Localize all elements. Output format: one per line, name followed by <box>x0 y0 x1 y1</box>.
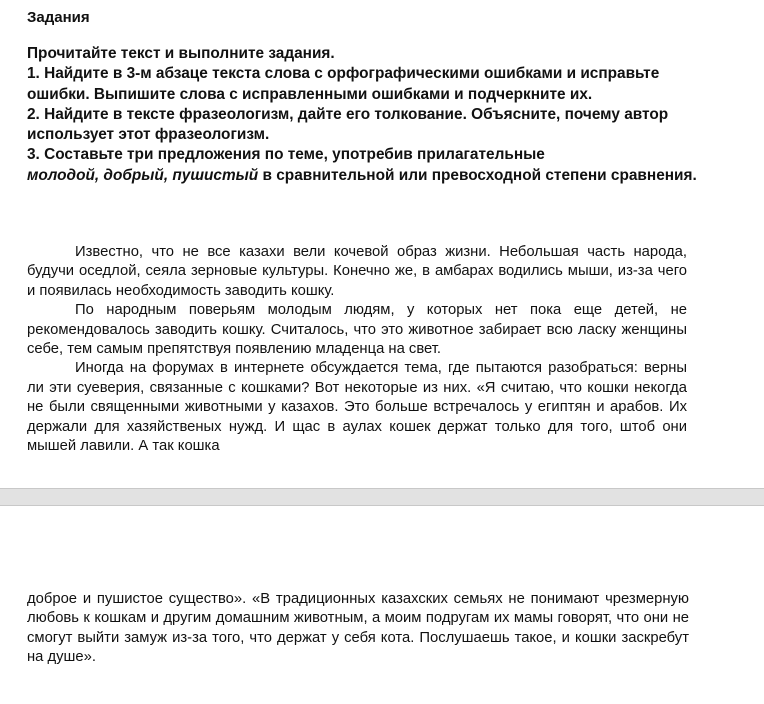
page-heading: Задания <box>27 9 90 26</box>
task-intro: Прочитайте текст и выполните задания. <box>27 45 335 62</box>
task-item-1: 1. Найдите в 3-м абзаце текста слова с орфографическими ошибками и исправьте ошибки. Выпишите слова с исправленными ошибками и подчеркните их. <box>27 65 660 103</box>
reading-text <box>27 243 687 456</box>
task-list <box>27 44 699 186</box>
task-item-3-text: 3. Составьте три предложения по теме, употребив прилагательные <box>27 146 545 164</box>
reading-text-continued <box>27 590 689 668</box>
paragraph-1: Известно, что не все казахи вели кочевой образ жизни. Небольшая часть народа, будучи оседлой, сеяла зерновые культуры. Конечно же, в амбарах водились мыши, из-за чего и появилась необходимость заводить кошку. <box>27 244 687 299</box>
document-page-2 <box>0 506 764 704</box>
task-item-3-ending: в сравнительной или превосходной степени сравнения. <box>262 166 697 184</box>
task-item-3 <box>27 145 699 186</box>
task-item-2: 2. Найдите в тексте фразеологизм, дайте его толкование. Объясните, почему автор использует этот фразеологизм. <box>27 105 669 144</box>
paragraph-3-continued: доброе и пушистое существо». «В традиционных казахских семьях не понимают чрезмерную любовь к кошкам и другим домашним животным, а моим подругам их мамы говорят, что они не смогут выйти замуж из-за того, что держат у себя кота. Послушаешь такое, и кошки заскребут на душе». <box>27 591 689 666</box>
paragraph-3: Иногда на форумах в интернете обсуждается тема, где пытаются разобраться: верны ли эти суеверия, связанные с кошками? Вот некоторые из них. «Я считаю, что кошки некогда не были священными животными у казахов. Это больше встречалось у египтян и арабов. Их держали для хазяйственых нужд. И щас в аулах кошек держат только для того, штоб они мышей лавили. А так кошка <box>27 360 687 455</box>
task-item-3-adjectives: молодой, добрый, пушистый <box>27 166 259 184</box>
page-separator <box>0 488 764 506</box>
paragraph-2: По народным поверьям молодым людям, у которых нет пока еще детей, не рекомендовалось заводить кошку. Считалось, что это животное забирает всю ласку женщины себе, тем самым препятствуя появлению младенца на свет. <box>27 302 687 358</box>
